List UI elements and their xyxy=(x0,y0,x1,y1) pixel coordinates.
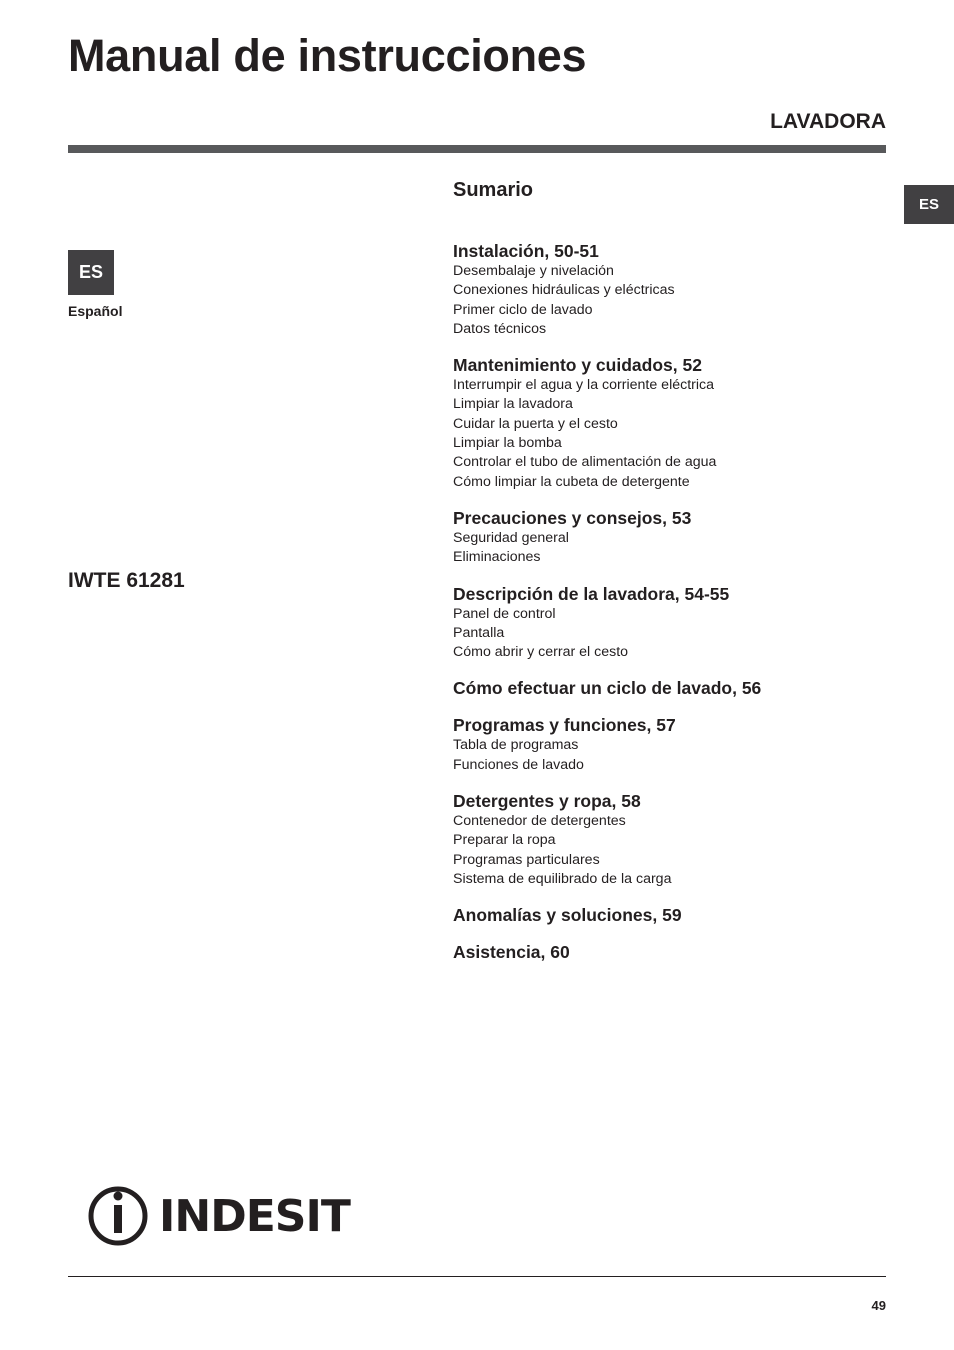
toc-item: Sistema de equilibrado de la carga xyxy=(453,870,672,887)
toc-section-title: Instalación, 50-51 xyxy=(453,241,599,261)
model-number: IWTE 61281 xyxy=(68,569,185,592)
toc-item: Eliminaciones xyxy=(453,549,541,566)
toc-section-title: Cómo efectuar un ciclo de lavado, 56 xyxy=(453,678,762,699)
toc-item: Primer ciclo de lavado xyxy=(453,301,593,318)
toc-section xyxy=(453,354,883,492)
toc-item: Programas particulares xyxy=(453,851,600,868)
toc-item: Cuidar la puerta y el cesto xyxy=(453,415,618,432)
toc-items xyxy=(453,376,883,492)
header-divider xyxy=(68,145,886,153)
toc-items xyxy=(453,736,883,775)
toc-item: Contenedor de detergentes xyxy=(453,813,626,830)
page-number: 49 xyxy=(871,1298,886,1313)
language-badge: ES xyxy=(68,250,114,295)
toc-section-title: Precauciones y consejos, 53 xyxy=(453,507,692,528)
toc-section xyxy=(453,904,883,926)
language-name: Español xyxy=(68,303,123,319)
language-side-tab: ES xyxy=(904,185,954,224)
toc-item: Tabla de programas xyxy=(453,737,579,754)
toc-item: Controlar el tubo de alimentación de agua xyxy=(453,454,717,471)
toc-item: Preparar la ropa xyxy=(453,832,556,849)
toc-section xyxy=(453,941,883,963)
toc-section xyxy=(453,507,883,568)
toc-item: Panel de control xyxy=(453,605,556,622)
brand-wordmark: INDESIT xyxy=(159,1190,350,1242)
toc-section-title: Descripción de la lavadora, 54-55 xyxy=(453,583,730,604)
product-type: LAVADORA xyxy=(770,110,886,133)
toc-item: Desembalaje y nivelación xyxy=(453,263,614,279)
toc-item: Funciones de lavado xyxy=(453,756,584,773)
toc-heading: Sumario xyxy=(453,179,534,201)
toc-section-title: Anomalías y soluciones, 59 xyxy=(453,905,682,926)
table-of-contents xyxy=(453,240,883,978)
toc-section xyxy=(453,790,883,889)
toc-item: Datos técnicos xyxy=(453,320,547,337)
toc-item: Seguridad general xyxy=(453,529,569,546)
toc-section xyxy=(453,677,883,699)
toc-item: Limpiar la lavadora xyxy=(453,396,573,413)
toc-items xyxy=(453,529,883,568)
toc-items xyxy=(453,262,883,339)
toc-item: Cómo limpiar la cubeta de detergente xyxy=(453,473,690,490)
toc-item: Limpiar la bomba xyxy=(453,435,562,452)
footer-divider xyxy=(68,1276,886,1277)
toc-section xyxy=(453,240,883,339)
toc-section-title: Programas y funciones, 57 xyxy=(453,715,676,736)
page-title: Manual de instrucciones xyxy=(68,30,587,81)
toc-section xyxy=(453,583,883,663)
toc-item: Pantalla xyxy=(453,624,505,641)
toc-item: Interrumpir el agua y la corriente eléctrica xyxy=(453,377,715,394)
toc-section-title: Mantenimiento y cuidados, 52 xyxy=(453,355,702,376)
toc-item: Conexiones hidráulicas y eléctricas xyxy=(453,282,675,299)
toc-item: Cómo abrir y cerrar el cesto xyxy=(453,644,629,661)
toc-section-title: Detergentes y ropa, 58 xyxy=(453,791,641,812)
indesit-i-logo-icon xyxy=(87,1185,149,1247)
brand-logo xyxy=(87,1185,350,1247)
toc-section-title: Asistencia, 60 xyxy=(453,942,570,963)
toc-items xyxy=(453,812,883,889)
toc-items xyxy=(453,605,883,663)
toc-section xyxy=(453,714,883,775)
